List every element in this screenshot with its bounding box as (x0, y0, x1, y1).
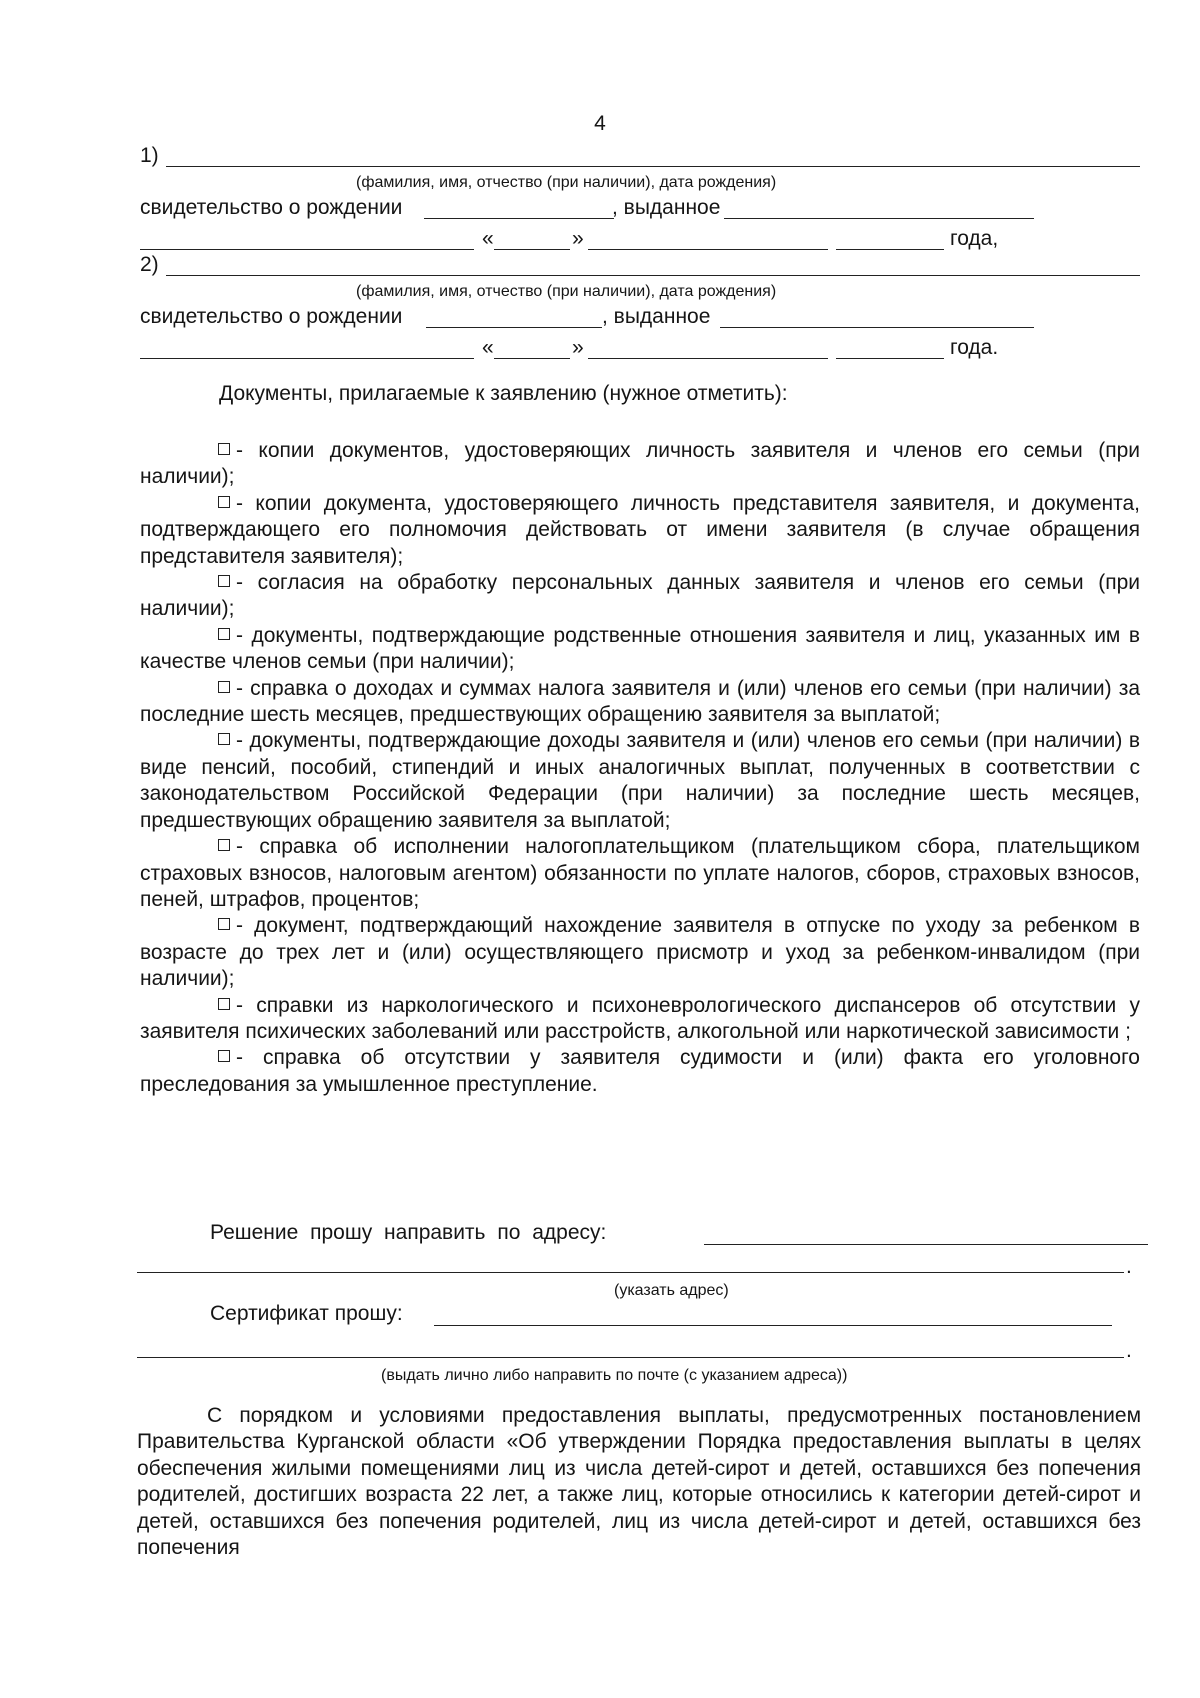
document-item: - копии документов, удостоверяющих личность заявителя и членов его семьи (при наличии); (140, 439, 1140, 489)
child-1-quote-close: » (572, 227, 584, 250)
child-1-name-row (140, 143, 1140, 169)
checkbox[interactable] (218, 1050, 230, 1062)
child-2-name-caption: (фамилия, имя, отчество (при наличии), дата рождения) (356, 283, 777, 300)
child-2-quote-open: « (482, 336, 494, 359)
certificate-label: Сертификат прошу: (210, 1302, 403, 1325)
checkbox[interactable] (218, 628, 230, 640)
child-2-index: 2) (140, 253, 159, 276)
page-number: 4 (594, 112, 606, 135)
child-1-month-field[interactable] (588, 249, 828, 250)
checkbox[interactable] (218, 918, 230, 930)
document-item: - справки из наркологического и психоневрологического диспансеров об отсутствии у заявителя психических заболеваний или расстройств, алкогольной или наркотической зависимости ; (140, 993, 1140, 1043)
child-2-certificate-row (140, 304, 1140, 330)
child-2-year-field[interactable] (836, 358, 944, 359)
certificate-line-end: . (1126, 1339, 1132, 1362)
child-2-name-field[interactable] (166, 275, 1140, 276)
child-1-certificate-row (140, 195, 1140, 221)
child-2-issued-label: , выданное (602, 305, 711, 328)
document-item: - справка об исполнении налогоплательщиком (плательщиком сбора, плательщиком страховых взносов, налоговым агентом) обязанности по уплате налогов, сборов, страховых взносов, пеней, штрафов, процентов; (140, 835, 1140, 911)
child-2-certificate-label: свидетельство о рождении (140, 305, 403, 328)
child-2-year-label: года. (950, 336, 999, 359)
address-line-end: . (1126, 1255, 1132, 1278)
checkbox[interactable] (218, 443, 230, 455)
documents-heading: Документы, прилагаемые к заявлению (нужное отметить): (219, 382, 788, 405)
address-label: Решение прошу направить по адресу: (210, 1221, 607, 1244)
checkbox[interactable] (218, 998, 230, 1010)
child-2-date-row (140, 335, 1140, 361)
child-2-name-row (140, 252, 1140, 278)
document-item: - согласия на обработку персональных данных заявителя и членов его семьи (при наличии); (140, 571, 1140, 621)
document-item: - документы, подтверждающие доходы заявителя и (или) членов его семьи (при наличии) в виде пенсий, пособий, стипендий и иных аналогичных выплат, полученных в соответствии с законодательством Российской Федерации (при наличии) за последние шесть месяцев, предшествующих обращению заявителя за выплатой; (140, 729, 1140, 832)
child-1-issued-by-field[interactable] (724, 218, 1034, 219)
child-1-date-row (140, 226, 1140, 252)
document-item: - документ, подтверждающий нахождение заявителя в отпуске по уходу за ребенком в возрасте до трех лет и (или) осуществляющего присмотр и уход за ребенком-инвалидом (при наличии); (140, 914, 1140, 991)
document-item: - документы, подтверждающие родственные отношения заявителя и лиц, указанных им в качестве членов семьи (при наличии); (140, 623, 1140, 674)
child-2-month-field[interactable] (588, 358, 828, 359)
consent-paragraph: С порядком и условиями предоставления выплаты, предусмотренных постановлением Правительства Курганской области «Об утверждении Порядка предоставления выплаты в целях обеспечения жилыми помещениями лиц из числа детей-сирот и детей, оставшихся без попечения родителей, достигших возраста 22 лет, а также лиц, которые относились к категории детей-сирот и детей, оставшихся без попечения родителей, лиц из числа детей-сирот и детей, оставшихся без попечения (137, 1404, 1141, 1560)
certificate-caption: (выдать лично либо направить по почте (с указанием адреса)) (381, 1367, 848, 1384)
certificate-method-field[interactable] (434, 1325, 1112, 1326)
child-1-year-label: года, (950, 227, 999, 250)
certificate-method-field-continued[interactable] (137, 1357, 1124, 1358)
documents-list (140, 438, 1140, 1098)
document-item: - копии документа, удостоверяющего личность представителя заявителя, и документа, подтверждающего его полномочия действовать от имени заявителя (в случае обращения представителя заявителя); (140, 491, 1140, 568)
child-2-day-field[interactable] (494, 358, 570, 359)
child-2-issuer-continued-field[interactable] (140, 358, 474, 359)
child-1-year-field[interactable] (836, 249, 944, 250)
child-2-quote-close: » (572, 336, 584, 359)
child-1-certificate-number-field[interactable] (424, 218, 614, 219)
address-caption: (указать адрес) (614, 1282, 729, 1299)
address-field-continued[interactable] (137, 1272, 1124, 1273)
child-1-name-caption: (фамилия, имя, отчество (при наличии), дата рождения) (356, 174, 777, 191)
child-1-day-field[interactable] (494, 249, 570, 250)
document-item: - справка об отсутствии у заявителя судимости и (или) факта его уголовного преследования за умышленное преступление. (140, 1046, 1140, 1096)
checkbox[interactable] (218, 496, 230, 508)
child-1-issuer-continued-field[interactable] (140, 249, 474, 250)
child-2-certificate-number-field[interactable] (426, 327, 602, 328)
checkbox[interactable] (218, 575, 230, 587)
child-2-issued-by-field[interactable] (720, 327, 1034, 328)
child-1-quote-open: « (482, 227, 494, 250)
checkbox[interactable] (218, 681, 230, 693)
checkbox[interactable] (218, 839, 230, 851)
child-1-issued-label: , выданное (612, 196, 721, 219)
child-1-name-field[interactable] (166, 166, 1140, 167)
checkbox[interactable] (218, 733, 230, 745)
document-item: - справка о доходах и суммах налога заявителя и (или) членов его семьи (при наличии) за последние шесть месяцев, предшествующих обращению заявителя за выплатой; (140, 676, 1140, 727)
address-field[interactable] (704, 1244, 1148, 1245)
child-1-index: 1) (140, 144, 159, 167)
child-1-certificate-label: свидетельство о рождении (140, 196, 403, 219)
